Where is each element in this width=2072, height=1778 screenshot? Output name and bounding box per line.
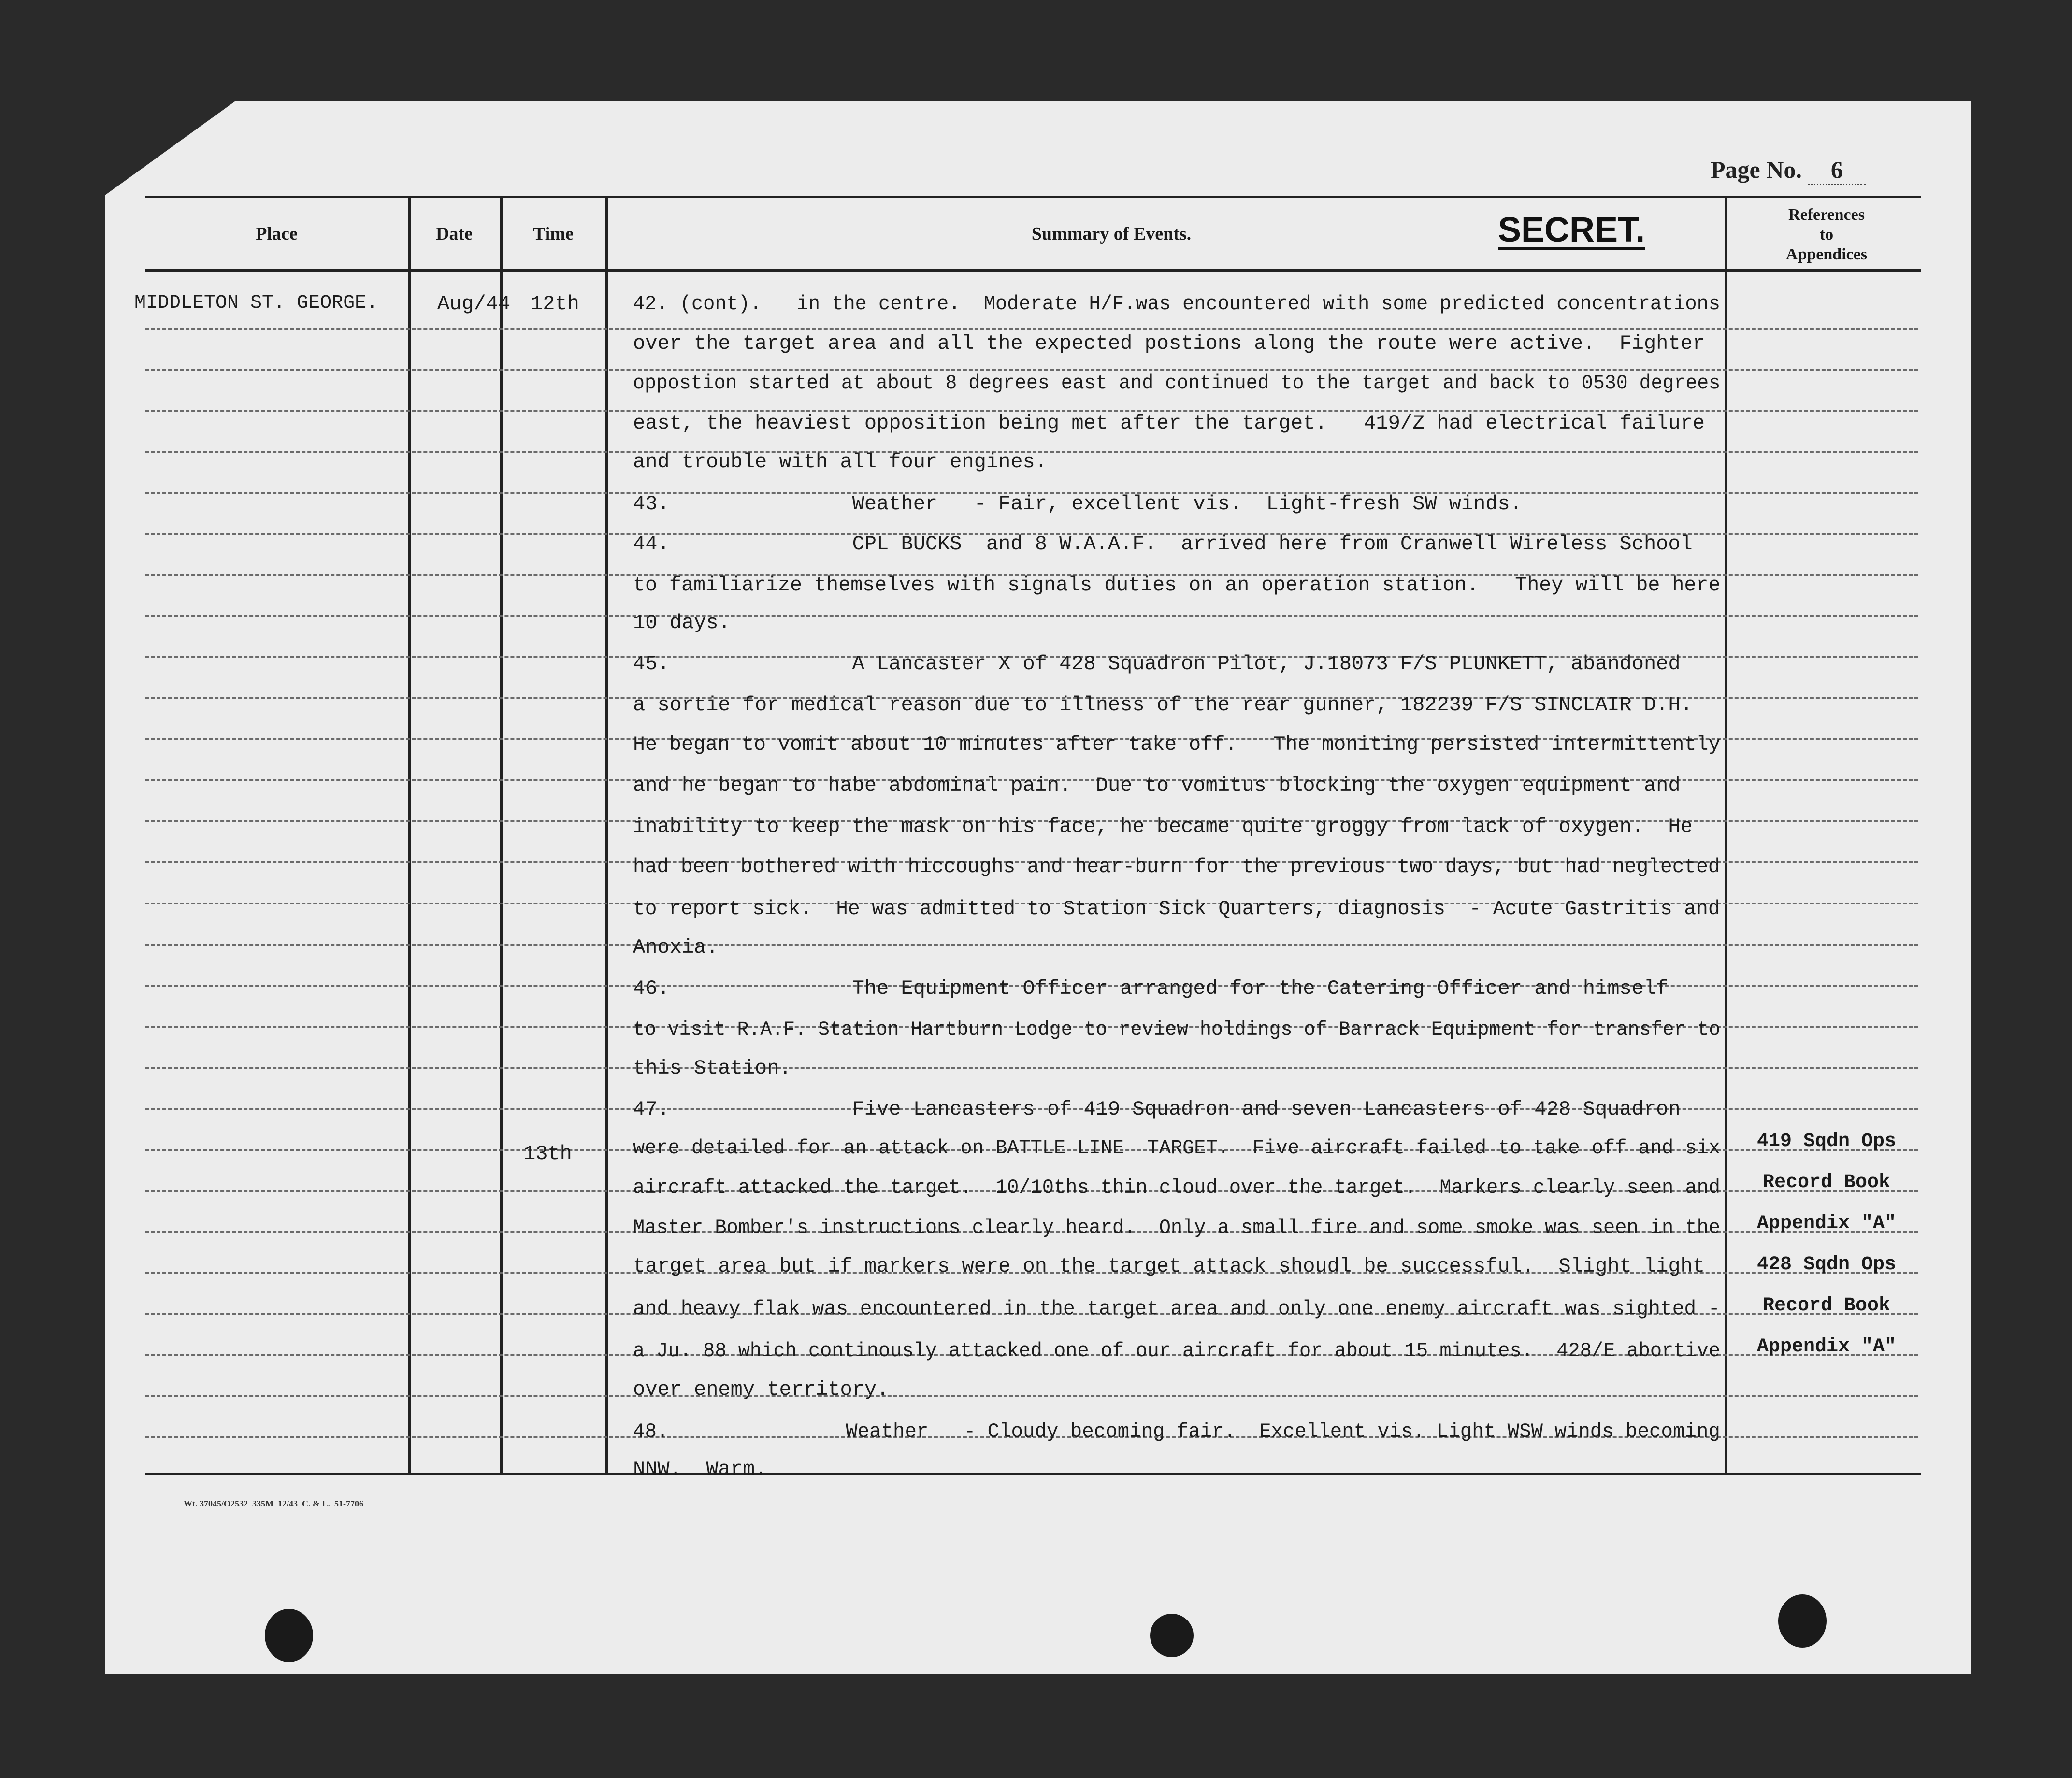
summary-line: target area but if markers were on the target attack shoudl be successful. Slight light xyxy=(633,1255,1705,1278)
page-number-label: Page No. xyxy=(1711,156,1802,183)
header-references: References to Appendices xyxy=(1785,206,1868,263)
summary-line: and heavy flak was encountered in the target area and only one enemy aircraft was sighted - xyxy=(633,1297,1720,1320)
time-cell-12th: 12th xyxy=(531,292,579,315)
summary-line: to visit R.A.F. Station Hartburn Lodge to review holdings of Barrack Equipment for transfer to xyxy=(633,1018,1721,1041)
summary-line: had been bothered with hiccoughs and hear-burn for the previous two days, but had neglected xyxy=(633,855,1720,878)
summary-line: 44. CPL BUCKS and 8 W.A.A.F. arrived here from Cranwell Wireless School xyxy=(633,532,1693,556)
summary-line: to report sick. He was admitted to Station Sick Quarters, diagnosis - Acute Gastritis and xyxy=(633,897,1720,920)
summary-line: 48. Weather - Cloudy becoming fair. Excellent vis. Light WSW winds becoming xyxy=(633,1420,1720,1443)
summary-line: 42. (cont). in the centre. Moderate H/F.was encountered with some predicted concentrations xyxy=(633,292,1720,315)
punch-hole-left xyxy=(265,1609,313,1662)
page-number xyxy=(1711,156,1866,185)
summary-line: Anoxia. xyxy=(633,936,719,959)
secret-stamp: SECRET. xyxy=(1498,211,1645,249)
table-border xyxy=(145,269,1921,272)
header-place: Place xyxy=(256,224,298,244)
summary-line: Master Bomber's instructions clearly heard. Only a small fire and some smoke was seen in the xyxy=(633,1216,1720,1239)
summary-line: aircraft attacked the target. 10/10ths thin cloud over the target. Markers clearly seen and xyxy=(633,1176,1720,1199)
summary-line: 45. A Lancaster X of 428 Squadron Pilot, J.18073 F/S PLUNKETT, abandoned xyxy=(633,652,1681,675)
summary-line: were detailed for an attack on BATTLE LINE TARGET. Five aircraft failed to take off and six xyxy=(633,1136,1720,1160)
column-divider xyxy=(605,196,608,1475)
reference-line: 428 Sqdn Ops xyxy=(1756,1254,1897,1276)
summary-line: He began to vomit about 10 minutes after take off. The moniting persisted intermittently xyxy=(633,733,1721,756)
punch-hole-center xyxy=(1150,1614,1194,1657)
summary-line: over the target area and all the expected postions along the route were active. Fighter xyxy=(633,332,1705,355)
reference-line: Record Book xyxy=(1762,1295,1891,1317)
summary-line: 10 days. xyxy=(633,611,731,634)
time-cell-13th: 13th xyxy=(523,1142,572,1165)
reference-line: Appendix "A" xyxy=(1756,1336,1897,1358)
header-summary: Summary of Events. xyxy=(1031,224,1192,244)
summary-line: over enemy territory. xyxy=(633,1378,889,1401)
column-divider xyxy=(1725,196,1727,1475)
summary-line: and trouble with all four engines. xyxy=(633,450,1047,473)
summary-line: inability to keep the mask on his face, he became quite groggy from lack of oxygen. He xyxy=(633,815,1693,838)
header-time: Time xyxy=(533,224,574,244)
ruled-line xyxy=(145,1067,1918,1069)
summary-line: this Station. xyxy=(633,1057,791,1080)
reference-line: Record Book xyxy=(1762,1172,1891,1193)
summary-line: 43. Weather - Fair, excellent vis. Light-fresh SW winds. xyxy=(633,492,1522,516)
summary-line: NNW. Warm. xyxy=(633,1458,767,1481)
column-divider xyxy=(408,196,411,1475)
summary-line: to familiarize themselves with signals duties on an operation station. They will be here xyxy=(633,574,1721,597)
date-cell: Aug/44 xyxy=(437,292,511,315)
ruled-line xyxy=(145,328,1918,330)
reference-line: Appendix "A" xyxy=(1756,1213,1897,1234)
ruled-line xyxy=(145,1395,1918,1397)
summary-line: 47. Five Lancasters of 419 Squadron and seven Lancasters of 428 Squadron xyxy=(633,1098,1681,1121)
form-footer: Wt. 37045/O2532 335M 12/43 C. & L. 51-7706 xyxy=(184,1499,363,1508)
place-cell: MIDDLETON ST. GEORGE. xyxy=(134,292,378,314)
summary-line: oppostion started at about 8 degrees east and continued to the target and back to 0530 degrees xyxy=(633,372,1721,395)
header-date: Date xyxy=(436,224,473,244)
ruled-line xyxy=(145,944,1918,946)
ruled-line xyxy=(145,615,1918,617)
summary-line: and he began to habe abdominal pain. Due to vomitus blocking the oxygen equipment and xyxy=(633,774,1681,797)
summary-line: east, the heaviest opposition being met after the target. 419/Z had electrical failure xyxy=(633,412,1705,435)
summary-line: 46. The Equipment Officer arranged for the Catering Officer and himself xyxy=(633,977,1669,1000)
page-number-value: 6 xyxy=(1808,156,1866,185)
table-border xyxy=(145,1473,1921,1475)
table-border xyxy=(145,196,1921,198)
summary-line: a sortie for medical reason due to illness of the rear gunner, 182239 F/S SINCLAIR D.H. xyxy=(633,693,1693,717)
punch-hole-right xyxy=(1778,1594,1827,1648)
column-divider xyxy=(500,196,503,1475)
ruled-line xyxy=(145,369,1918,371)
summary-line: a Ju. 88 which continously attacked one of our aircraft for about 15 minutes. 428/E abortive xyxy=(633,1339,1720,1362)
reference-line: 419 Sqdn Ops xyxy=(1756,1131,1897,1152)
